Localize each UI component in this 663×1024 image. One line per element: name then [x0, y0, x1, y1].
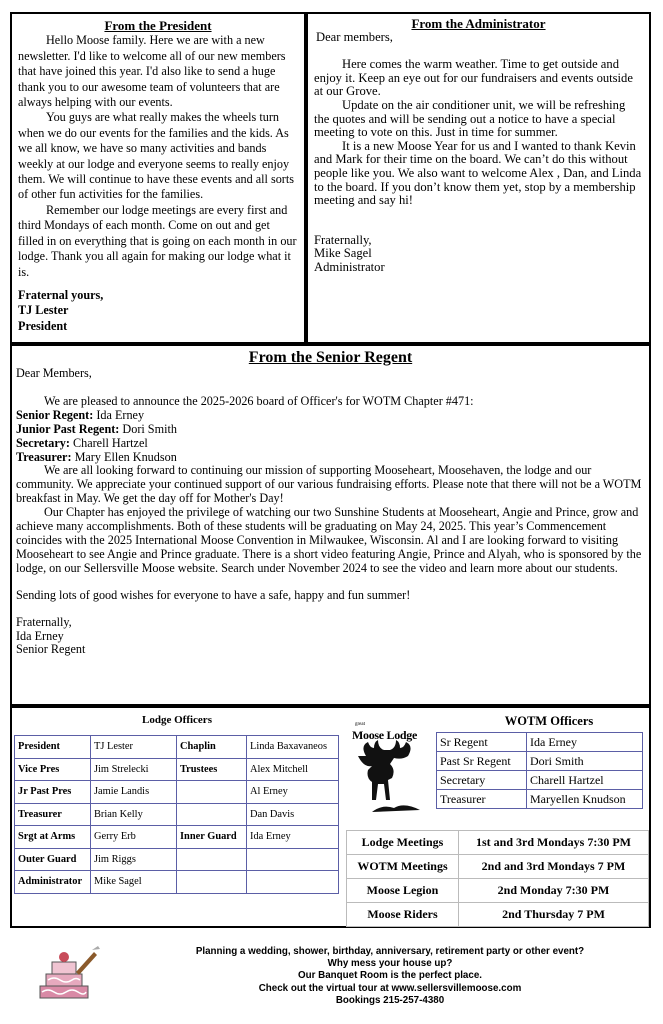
wotm-officer-row: [437, 752, 643, 771]
lodge-officer-cell: Trustees: [177, 758, 247, 781]
wotm-officer-cell: Ida Erney: [527, 733, 643, 752]
meeting-row: [347, 855, 649, 879]
president-title: President: [18, 318, 68, 333]
wotm-officer-cell: Charell Hartzel: [527, 771, 643, 790]
meeting-cell: Lodge Meetings: [347, 831, 459, 855]
president-paragraph: Hello Moose family. Here we are with a new newsletter. I'd like to welcome all of our new members that have joined this year. I'd also like to send a huge thank you to our awesome team of volunteers that are always helping with our events.: [18, 33, 286, 110]
meeting-row: [347, 879, 649, 903]
wotm-officer-row: [437, 733, 643, 752]
moose-lodge-logo: [352, 716, 428, 814]
meeting-cell: Moose Legion: [347, 879, 459, 903]
lodge-officer-cell: Brian Kelly: [91, 803, 177, 826]
wotm-officer-cell: Secretary: [437, 771, 527, 790]
lodge-officer-cell: Jim Strelecki: [91, 758, 177, 781]
lodge-officer-cell: [177, 781, 247, 804]
administrator-column: [306, 12, 651, 344]
meeting-row: [347, 903, 649, 927]
lodge-officer-cell: [247, 848, 339, 871]
officers-section: [10, 706, 651, 928]
lodge-officer-row: [15, 848, 339, 871]
regent-officer: Junior Past Regent: Dori Smith: [16, 421, 177, 436]
lodge-officer-cell: Gerry Erb: [91, 826, 177, 849]
regent-officer: Treasurer: Mary Ellen Knudson: [16, 449, 177, 464]
regent-closing: Fraternally,: [16, 614, 72, 629]
footer-line: Bookings 215-257-4380: [335, 994, 445, 1006]
logo-small-text: great: [355, 722, 365, 727]
senior-regent-section: [10, 344, 651, 706]
lodge-officer-cell: Vice Pres: [15, 758, 91, 781]
meeting-cell: 2nd Thursday 7 PM: [459, 903, 649, 927]
administrator-paragraph: Update on the air conditioner unit, we will be refreshing the quotes and will be sending out a notice to have a special meeting to vote on this. Just in time for summer.: [314, 97, 626, 140]
lodge-officer-cell: Srgt at Arms: [15, 826, 91, 849]
lodge-officer-row: [15, 758, 339, 781]
president-paragraph: You guys are what really makes the wheels turn when we do our events for the families and the kids. As we all know, we have so many activities and bands weekly at our lodge and everyone seems to really enjoy them. We will continue to have these events and all sorts of other fun activities for the families.: [18, 110, 294, 202]
lodge-officer-cell: Administrator: [15, 871, 91, 894]
regent-officer: Senior Regent: Ida Erney: [16, 407, 145, 422]
banquet-footer: [140, 946, 640, 1007]
regent-title: Senior Regent: [16, 642, 86, 657]
lodge-officers-title: Lodge Officers: [142, 714, 212, 726]
lodge-officer-cell: [177, 803, 247, 826]
lodge-officer-cell: [247, 871, 339, 894]
wotm-officers-title: WOTM Officers: [504, 714, 594, 728]
lodge-officers-table: [14, 735, 339, 894]
footer-line: Why mess your house up?: [327, 958, 453, 970]
lodge-officer-cell: Dan Davis: [247, 803, 339, 826]
regent-officer: Secretary: Charell Hartzel: [16, 435, 148, 450]
logo-brand-text: Moose Lodge: [352, 728, 418, 742]
administrator-paragraph: It is a new Moose Year for us and I wanted to thank Kevin and Mark for their time on the board. We can’t do this without people like you. We also want to welcome Alex , Dan, and Linda to the board. If you don’t know them yet, stop by a membership meeting and say hi!: [314, 138, 642, 208]
wotm-officer-cell: Maryellen Knudson: [527, 790, 643, 809]
footer-line: Planning a wedding, shower, birthday, anniversary, retirement party or other event?: [195, 946, 585, 957]
lodge-officer-cell: Chaplin: [177, 736, 247, 759]
meetings-table: [346, 830, 649, 927]
wotm-officer-cell: Sr Regent: [437, 733, 527, 752]
meeting-cell: 1st and 3rd Mondays 7:30 PM: [459, 831, 649, 855]
administrator-greeting: Dear members,: [316, 29, 393, 44]
lodge-officer-row: [15, 781, 339, 804]
wotm-officer-row: [437, 790, 643, 809]
footer-line: Our Banquet Room is the perfect place.: [298, 970, 482, 982]
wedding-cake-icon: [30, 942, 102, 1002]
president-name: TJ Lester: [18, 303, 69, 318]
wotm-officer-cell: Dori Smith: [527, 752, 643, 771]
regent-greeting: Dear Members,: [16, 366, 92, 380]
wotm-officer-cell: Treasurer: [437, 790, 527, 809]
lodge-officer-cell: Treasurer: [15, 803, 91, 826]
footer-line: Check out the virtual tour at www.sellersvillemoose.com: [258, 982, 522, 994]
meeting-cell: Moose Riders: [347, 903, 459, 927]
lodge-officer-cell: Outer Guard: [15, 848, 91, 871]
lodge-officer-cell: Linda Baxavaneos: [247, 736, 339, 759]
lodge-officer-cell: Al Erney: [247, 781, 339, 804]
lodge-officer-cell: [177, 871, 247, 894]
regent-name: Ida Erney: [16, 628, 64, 643]
regent-paragraph: We are all looking forward to continuing our mission of supporting Mooseheart, Moosehaven, the lodge and our community. We appreciate your continued support of our various fundraising efforts. Please note that there will not be a WOTM breakfast in May. We get the day off for Mother's Day!: [16, 463, 642, 506]
lodge-officer-row: [15, 803, 339, 826]
lodge-officer-row: [15, 826, 339, 849]
meeting-cell: WOTM Meetings: [347, 855, 459, 879]
lodge-officer-row: [15, 736, 339, 759]
lodge-officer-cell: Jr Past Pres: [15, 781, 91, 804]
administrator-heading: From the Administrator: [411, 16, 546, 31]
lodge-officer-cell: Ida Erney: [247, 826, 339, 849]
regent-intro: We are pleased to announce the 2025-2026 board of Officer's for WOTM Chapter #471:: [44, 393, 474, 408]
lodge-officer-cell: TJ Lester: [91, 736, 177, 759]
president-heading: From the President: [104, 18, 212, 33]
wotm-officers-table: [436, 732, 643, 809]
lodge-officer-cell: [177, 848, 247, 871]
administrator-paragraph: Here comes the warm weather. Time to get outside and enjoy it. Keep an eye out for our fundraisers and events outside at our Grove.: [314, 57, 633, 99]
president-closing: Fraternal yours,: [18, 287, 104, 302]
regent-wishes: Sending lots of good wishes for everyone to have a safe, happy and fun summer!: [16, 587, 411, 602]
administrator-name: Mike Sagel: [314, 246, 372, 261]
administrator-closing: Fraternally,: [314, 232, 372, 247]
lodge-officer-cell: Inner Guard: [177, 826, 247, 849]
meeting-row: [347, 831, 649, 855]
wotm-officer-cell: Past Sr Regent: [437, 752, 527, 771]
lodge-officer-row: [15, 871, 339, 894]
lodge-officer-cell: Alex Mitchell: [247, 758, 339, 781]
wotm-officer-row: [437, 771, 643, 790]
lodge-officer-cell: Jamie Landis: [91, 781, 177, 804]
president-column: [10, 12, 306, 344]
president-paragraph: Remember our lodge meetings are every first and third Mondays of each month. Come on out and get filled in on everything that is going on each month in our lodge. Thank you all again for making our lodge what it is.: [18, 202, 297, 279]
administrator-title: Administrator: [314, 259, 385, 274]
regent-heading: From the Senior Regent: [248, 349, 413, 366]
lodge-officer-cell: Jim Riggs: [91, 848, 177, 871]
regent-paragraph: Our Chapter has enjoyed the privilege of watching our two Sunshine Students at Mooseheart, Angie and Prince, grow and achieve many accomplishments. Both of these students will be graduating on May 24, 2025. This year’s Commencement coincides with the 2025 International Moose Convention in Milwaukee, Wisconsin. Al and I are looking forward to visiting Mooseheart to see Angie and Prince graduate. There is a short video featuring Angie, Prince and Alyah, who is sponsored by the lodge, on our Sellersville Moose website. Search under November 2024 to see the video and learn more about our students.: [16, 505, 642, 575]
meeting-cell: 2nd Monday 7:30 PM: [459, 879, 649, 903]
lodge-officer-cell: Mike Sagel: [91, 871, 177, 894]
lodge-officer-cell: President: [15, 736, 91, 759]
meeting-cell: 2nd and 3rd Mondays 7 PM: [459, 855, 649, 879]
